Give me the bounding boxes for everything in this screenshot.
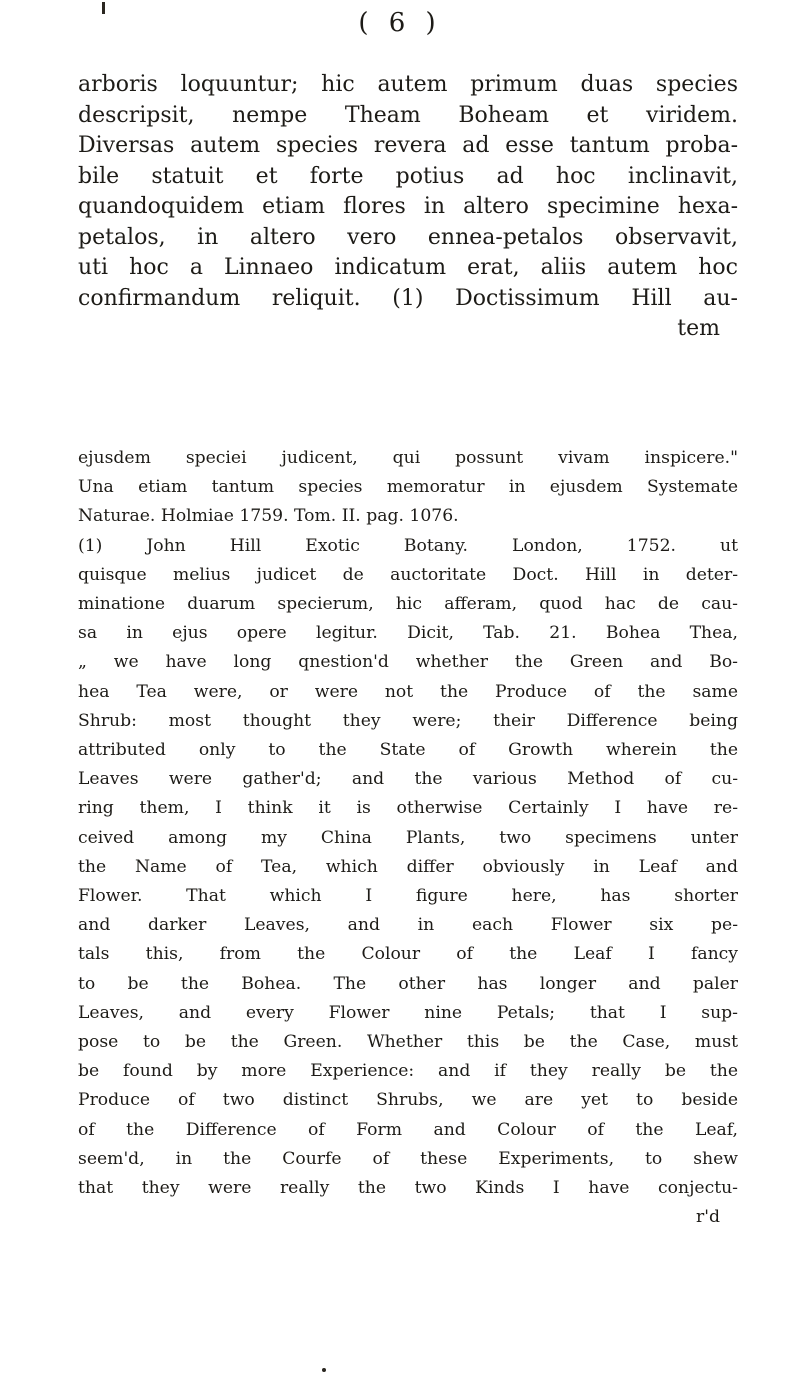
main-line: descripsit, nempe Theam Boheam et viridem. <box>78 102 738 128</box>
note-line: Una etiam tantum species memoratur in ejusdem Systemate <box>78 477 738 498</box>
note-line: and darker Leaves, and in each Flower six pe- <box>78 915 738 936</box>
note-line: quisque melius judicet de auctoritate Doct. Hill in deter- <box>78 564 738 585</box>
main-line: uti hoc a Linnaeo indicatum erat, aliis autem hoc <box>78 255 738 280</box>
note-line: hea Tea were, or were not the Produce of the same <box>78 681 738 702</box>
main-line: bile statuit et forte potius ad hoc inclinavit, <box>78 163 738 189</box>
note-line: (1) John Hill Exotic Botany. London, 1752. ut <box>78 535 738 556</box>
note-line: Produce of two distinct Shrubs, we are yet to beside <box>78 1090 738 1111</box>
main-line: quandoquidem etiam flores in altero specimine hexa- <box>78 194 738 219</box>
main-line: arboris loquuntur; hic autem primum duas species <box>78 72 738 97</box>
note-line: Naturae. Holmiae 1759. Tom. II. pag. 1076. <box>78 506 459 527</box>
main-text-block <box>78 70 738 345</box>
note-line: r'd <box>696 1207 720 1228</box>
note-line: that they were really the two Kinds I have conjectu- <box>78 1178 738 1199</box>
note-line: „ we have long qnestion'd whether the Green and Bo- <box>78 652 738 673</box>
main-line: confirmandum reliquit. (1) Doctissimum Hill au- <box>78 285 738 311</box>
note-line: attributed only to the State of Growth wherein the <box>78 740 738 761</box>
main-line: Diversas autem species revera ad esse tantum proba- <box>78 133 738 158</box>
note-line: seem'd, in the Courfe of these Experiments, to shew <box>78 1148 738 1169</box>
main-line: petalos, in altero vero ennea-petalos observavit, <box>78 224 738 250</box>
note-line: ceived among my China Plants, two specimens unter <box>78 827 738 848</box>
ink-speck <box>322 1368 326 1372</box>
note-line: tals this, from the Colour of the Leaf I fancy <box>78 944 738 965</box>
note-line: to be the Bohea. The other has longer and paler <box>78 973 738 994</box>
note-line: ejusdem speciei judicent, qui possunt vivam inspicere." <box>78 448 738 468</box>
note-line: ring them, I think it is otherwise Certainly I have re- <box>78 798 738 819</box>
note-line: Leaves, and every Flower nine Petals; that I sup- <box>78 1002 738 1023</box>
note-line: be found by more Experience: and if they really be the <box>78 1061 738 1082</box>
note-line: Flower. That which I figure here, has shorter <box>78 886 738 907</box>
note-line: sa in ejus opere legitur. Dicit, Tab. 21. Bohea Thea, <box>78 623 738 644</box>
note-line: the Name of Tea, which differ obviously in Leaf and <box>78 856 738 877</box>
page-number: ( 6 ) <box>358 8 442 38</box>
note-line: minatione duarum specierum, hic afferam, quod hac de cau- <box>78 594 738 615</box>
main-line: tem <box>677 316 720 341</box>
footnote-block <box>78 444 738 1232</box>
note-line: of the Difference of Form and Colour of the Leaf, <box>78 1119 738 1140</box>
note-line: pose to be the Green. Whether this be the Case, must <box>78 1032 738 1053</box>
note-line: Shrub: most thought they were; their Difference being <box>78 710 738 731</box>
note-line: Leaves were gather'd; and the various Method of cu- <box>78 769 738 790</box>
